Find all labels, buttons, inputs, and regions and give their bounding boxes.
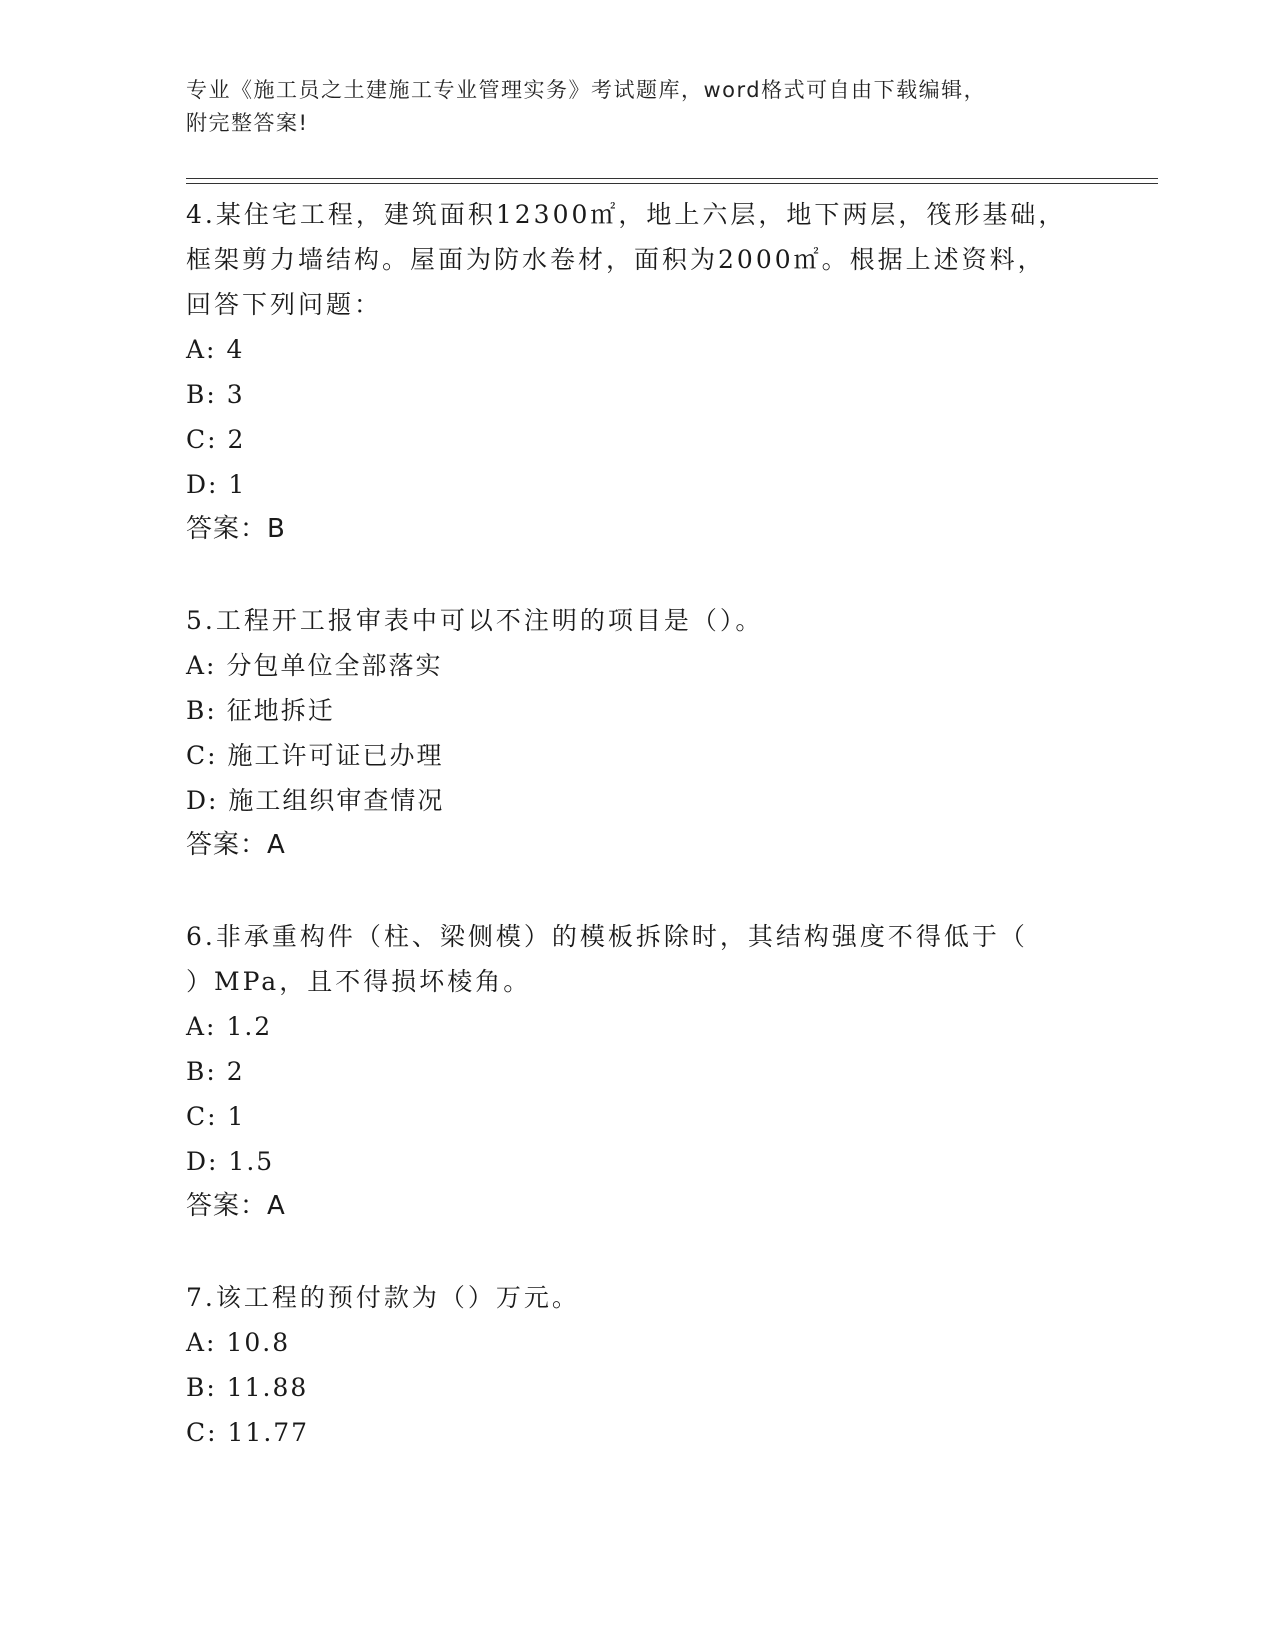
document-header: [186, 74, 1086, 140]
answer-option: [186, 1410, 1086, 1455]
question-block: [186, 192, 1086, 552]
option-key: C:: [186, 741, 218, 770]
answer-line: 答案：A: [186, 1191, 286, 1221]
option-text: 1.5: [228, 1147, 275, 1176]
question-block: [186, 914, 1086, 1229]
question-stem-line: 回答下列问题：: [186, 290, 383, 319]
option-key: B:: [186, 1373, 217, 1402]
option-text: 施工许可证已办理: [227, 741, 444, 770]
option-text: 分包单位全部落实: [226, 651, 443, 680]
option-text: 4: [226, 335, 245, 364]
option-text: 2: [226, 1057, 245, 1086]
header-line-2: 附完整答案!: [186, 111, 309, 135]
option-key: D:: [186, 470, 219, 499]
option-text: 10.8: [226, 1328, 291, 1357]
answer-option: [186, 327, 1086, 372]
option-key: A:: [186, 335, 217, 364]
option-key: D:: [186, 786, 219, 815]
option-key: B:: [186, 380, 217, 409]
answer-option: [186, 643, 1086, 688]
option-text: 1: [228, 470, 247, 499]
question-stem-line: 6.非承重构件（柱、梁侧模）的模板拆除时，其结构强度不得低于（: [186, 922, 1028, 951]
option-key: C:: [186, 1102, 218, 1131]
answer-option: [186, 1320, 1086, 1365]
answer-option: [186, 372, 1086, 417]
option-text: 1: [227, 1102, 246, 1131]
answer-option: [186, 688, 1086, 733]
option-key: A:: [186, 1012, 217, 1041]
option-key: B:: [186, 696, 217, 725]
question-stem-line: 框架剪力墙结构。屋面为防水卷材，面积为2000㎡。根据上述资料，: [186, 245, 1046, 274]
answer-option: [186, 1049, 1086, 1094]
option-text: 11.88: [226, 1373, 309, 1402]
option-text: 1.2: [226, 1012, 273, 1041]
question-stem-line: 7.该工程的预付款为（）万元。: [186, 1283, 580, 1312]
question-block: [186, 598, 1086, 868]
option-key: C:: [186, 425, 218, 454]
answer-option: [186, 462, 1086, 507]
option-key: B:: [186, 1057, 217, 1086]
option-text: 征地拆迁: [226, 696, 335, 725]
option-key: C:: [186, 1418, 218, 1447]
answer-option: [186, 1365, 1086, 1410]
option-text: 3: [226, 380, 245, 409]
answer-option: [186, 1094, 1086, 1139]
option-text: 11.77: [227, 1418, 310, 1447]
answer-option: [186, 733, 1086, 778]
option-text: 施工组织审查情况: [228, 786, 445, 815]
question-stem-line: 5.工程开工报审表中可以不注明的项目是（）。: [186, 606, 764, 635]
option-key: D:: [186, 1147, 219, 1176]
option-key: A:: [186, 1328, 217, 1357]
header-line-1: 专业《施工员之土建施工专业管理实务》考试题库，word格式可自由下载编辑，: [186, 78, 987, 102]
question-stem-line: 4.某住宅工程，建筑面积12300㎡，地上六层，地下两层，筏形基础，: [186, 200, 1067, 229]
answer-line: 答案：A: [186, 830, 286, 860]
question-list: [186, 192, 1086, 1455]
question-stem-line: ）MPa，且不得损坏棱角。: [186, 967, 532, 996]
answer-option: [186, 778, 1086, 823]
answer-option: [186, 1139, 1086, 1184]
question-block: [186, 1275, 1086, 1455]
option-text: 2: [227, 425, 246, 454]
header-divider-top: [186, 178, 1158, 179]
answer-option: [186, 1004, 1086, 1049]
option-key: A:: [186, 651, 217, 680]
header-divider-bottom: [186, 183, 1158, 184]
answer-line: 答案：B: [186, 514, 286, 544]
answer-option: [186, 417, 1086, 462]
